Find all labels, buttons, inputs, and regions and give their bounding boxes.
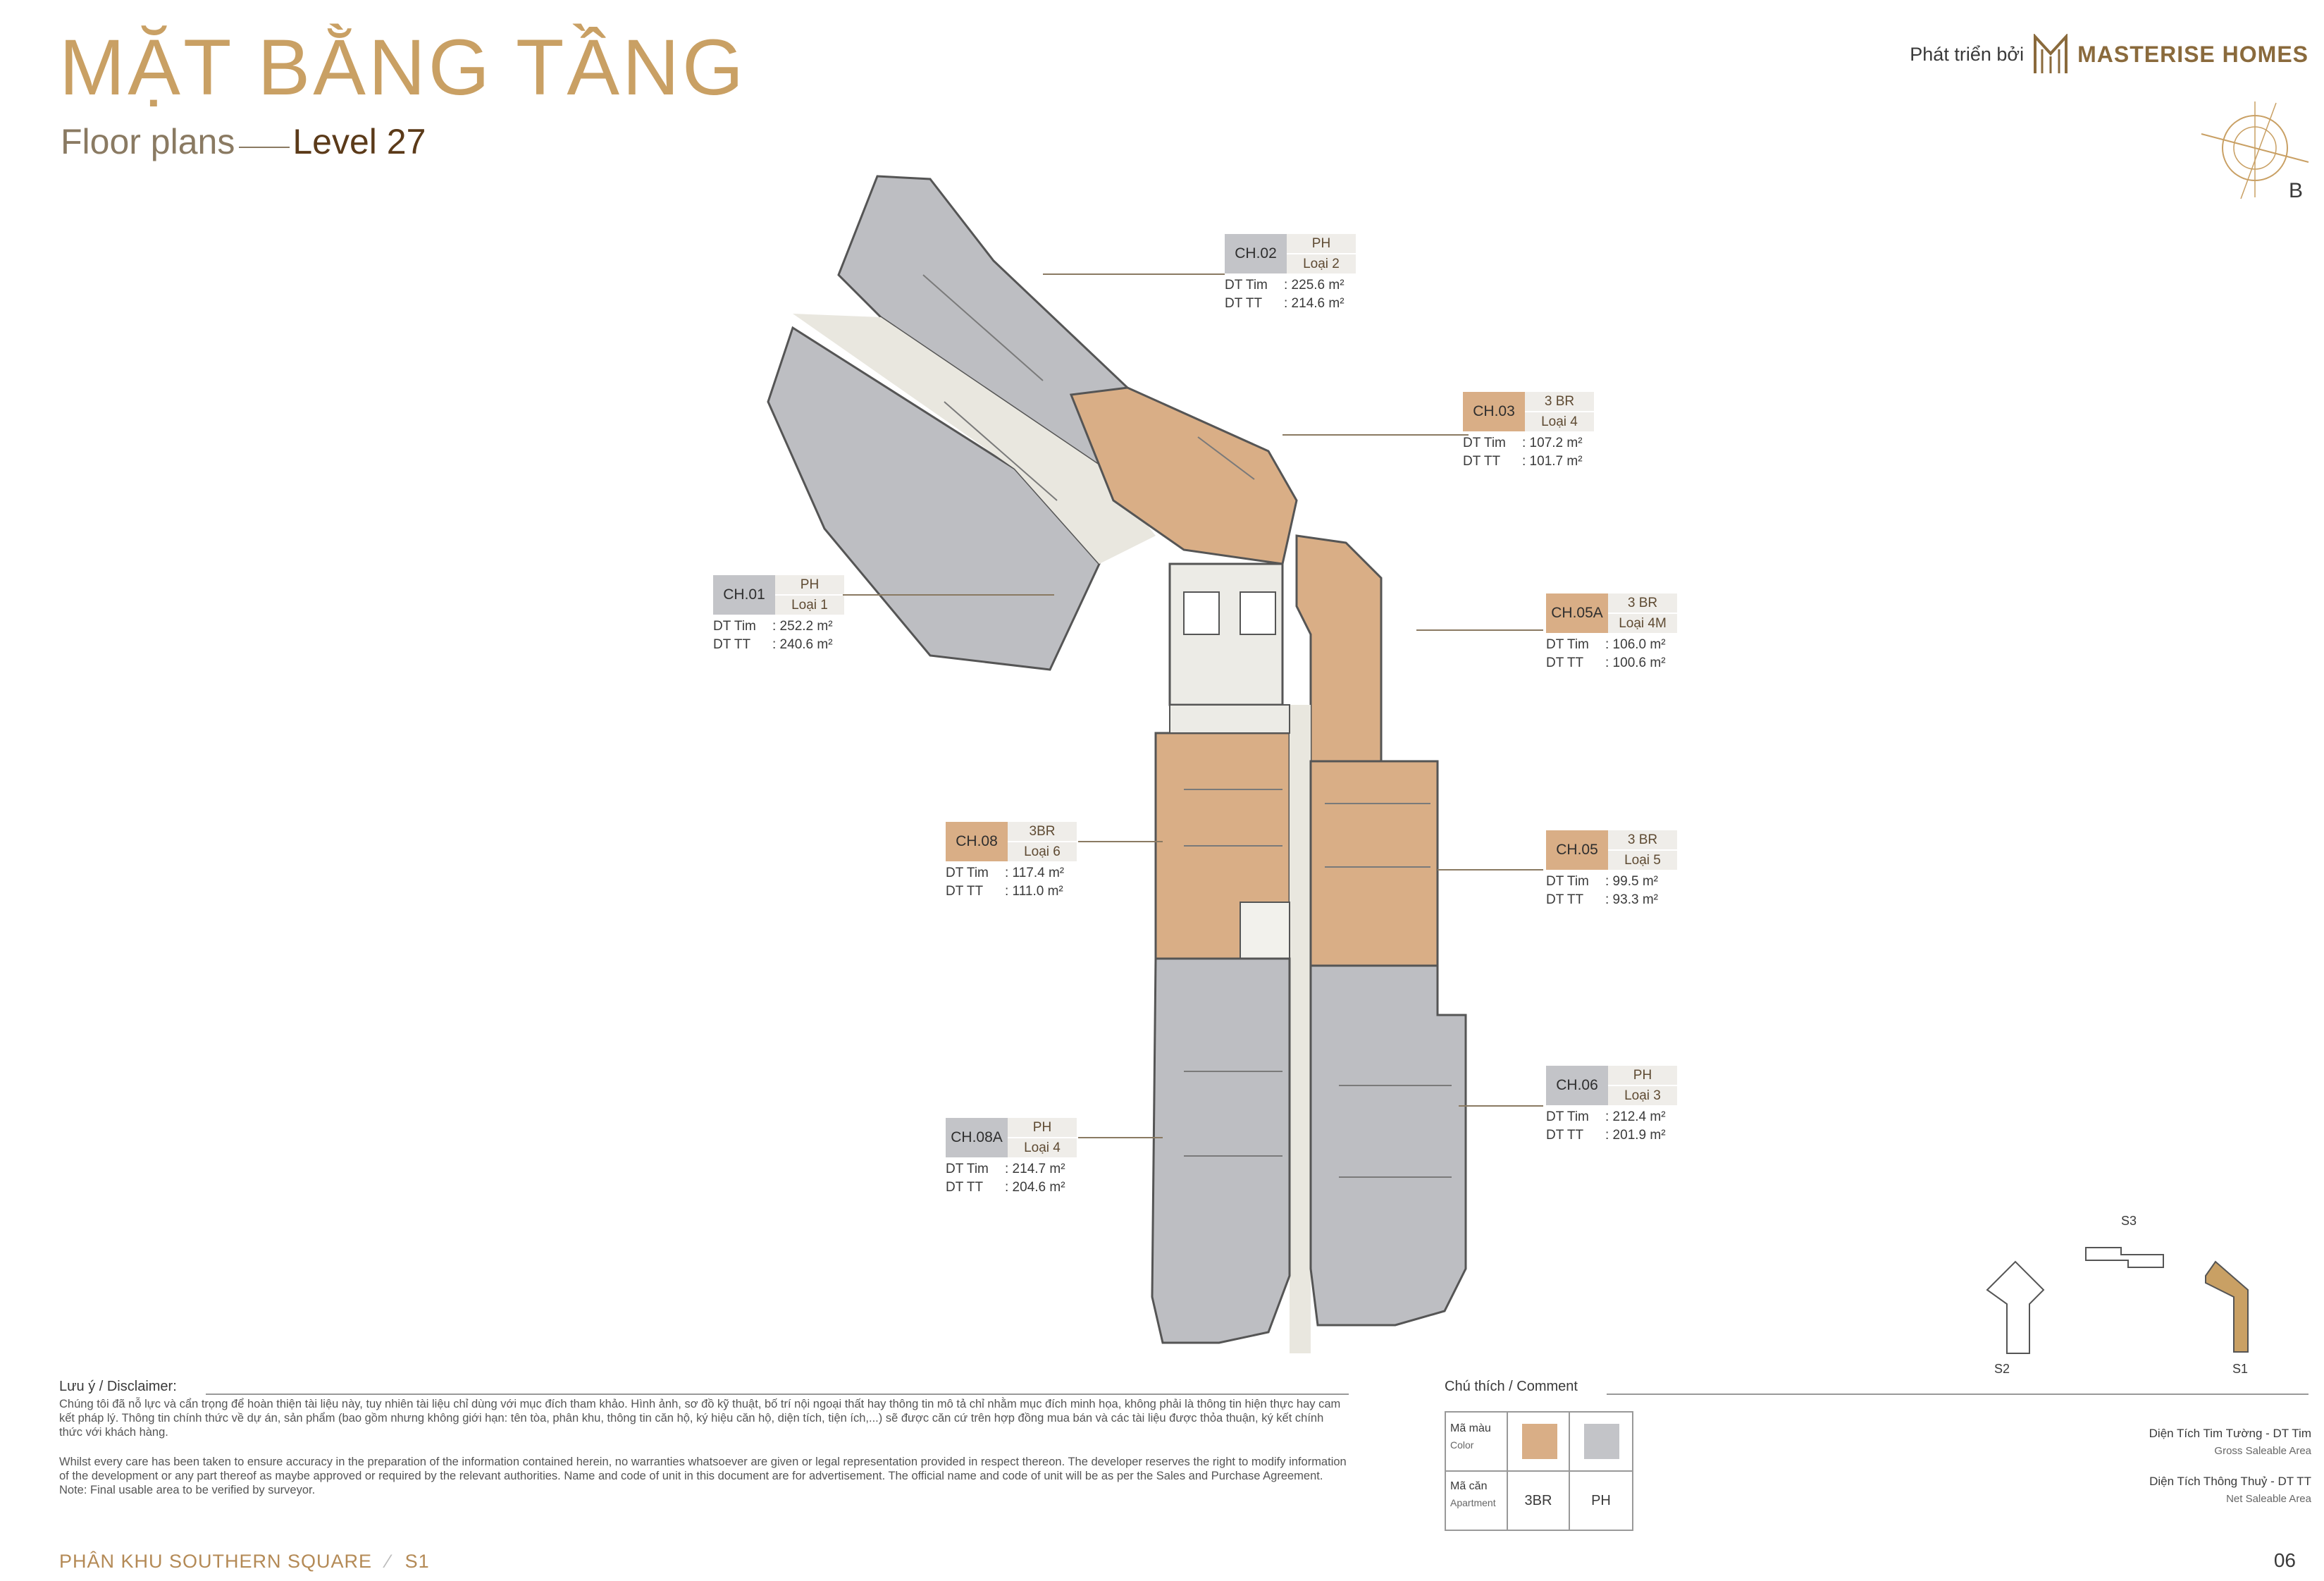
- unit-card-ch05: [1546, 830, 1677, 909]
- unit-ch05-plan: [1311, 761, 1438, 966]
- unit-type: PH: [775, 575, 844, 594]
- unit-code: CH.05: [1546, 830, 1608, 870]
- unit-code: CH.02: [1225, 234, 1287, 273]
- legend-code-label-en: Apartment: [1450, 1497, 1496, 1508]
- net-area-value: : 214.6 m²: [1284, 296, 1345, 311]
- unit-code: CH.03: [1463, 392, 1525, 431]
- unit-code: CH.05A: [1546, 593, 1608, 633]
- net-area-definition: [2044, 1475, 2311, 1505]
- unit-card-ch06: [1546, 1066, 1677, 1145]
- unit-type: PH: [1287, 234, 1356, 253]
- unit-card-ch05a: [1546, 593, 1677, 672]
- net-area-value: : 204.6 m²: [1005, 1180, 1065, 1195]
- unit-code: CH.08: [946, 822, 1008, 861]
- floor-plan: [761, 169, 1508, 1353]
- gross-area-value: : 106.0 m²: [1605, 637, 1666, 652]
- leader-ch02: [1043, 273, 1225, 275]
- unit-category: Loại 6: [1008, 842, 1077, 861]
- unit-ch08a-plan: [1152, 959, 1290, 1343]
- leader-ch05: [1438, 869, 1543, 871]
- footer-separator: ⁄: [386, 1551, 391, 1572]
- unit-type: 3 BR: [1525, 392, 1594, 411]
- gross-area-definition: [2044, 1427, 2311, 1457]
- gross-area-label: DT Tim: [1546, 874, 1589, 889]
- net-area-label: DT TT: [1463, 454, 1501, 469]
- net-area-label: DT TT: [1225, 296, 1263, 311]
- gross-area-value: : 225.6 m²: [1284, 278, 1345, 293]
- unit-type: PH: [1608, 1066, 1677, 1085]
- gross-area-value: : 252.2 m²: [772, 619, 833, 634]
- legend-code-cell: [1446, 1472, 1508, 1530]
- leader-ch03: [1282, 434, 1469, 436]
- legend-color-label-en: Color: [1450, 1439, 1474, 1451]
- keyplan-s3-shape: [2086, 1248, 2163, 1267]
- gross-area-label: DT Tim: [946, 1162, 989, 1176]
- unit-category: Loại 4: [1008, 1138, 1077, 1157]
- page-number: 06: [2273, 1549, 2296, 1571]
- keyplan-s2-label: S2: [1994, 1362, 2010, 1376]
- keyplan-s1-label: S1: [2232, 1362, 2249, 1376]
- unit-code: CH.01: [713, 575, 775, 615]
- developer-brand: [1910, 34, 2308, 75]
- disclaimer-en: Whilst every care has been taken to ensure accuracy in the preparation of the information contained herein, no warranties whatsoever are given or legal representation provided in respect thereon. The developer reserves the right to modify information of the development or any part thereof as maybe approved or required by the relevant authorities. Name and code of unit in this document are for advertisement. The official name and code of unit will be as per the Sales and Purchase Agreement. Note: Final usable area to be verified by surveyor.: [59, 1456, 1347, 1496]
- leader-ch05a: [1416, 629, 1543, 631]
- net-area-value: : 100.6 m²: [1605, 656, 1666, 670]
- unit-category: Loại 3: [1608, 1086, 1677, 1105]
- legend-divider: [1607, 1394, 2308, 1395]
- gross-area-label: DT Tim: [1546, 637, 1589, 652]
- gross-area-value: : 212.4 m²: [1605, 1109, 1666, 1124]
- net-area-label: DT TT: [1546, 656, 1584, 670]
- page-subtitle: [61, 121, 426, 162]
- net-def-label: Diện Tích Thông Thuỷ - DT TT: [2149, 1475, 2311, 1488]
- leader-ch08: [1078, 841, 1163, 842]
- unit-ch06-plan: [1311, 966, 1466, 1325]
- net-area-label: DT TT: [946, 1180, 984, 1195]
- gross-area-label: DT Tim: [713, 619, 756, 634]
- legend-table: [1445, 1411, 1633, 1531]
- page-title: MẶT BẰNG TẦNG: [59, 23, 747, 111]
- footer-zone: [59, 1551, 430, 1573]
- gross-area-label: DT Tim: [1463, 436, 1506, 450]
- unit-card-ch08: [946, 822, 1077, 901]
- subtitle-divider: [239, 147, 290, 148]
- gross-area-value: : 99.5 m²: [1605, 874, 1658, 889]
- disclaimer-divider: [206, 1394, 1349, 1395]
- gross-area-label: DT Tim: [1546, 1109, 1589, 1124]
- gross-area-value: : 214.7 m²: [1005, 1162, 1065, 1176]
- net-area-value: : 240.6 m²: [772, 637, 833, 652]
- level-label: Level 27: [292, 122, 426, 161]
- gross-area-label: DT Tim: [1225, 278, 1268, 293]
- legend-color-label: Mã màu: [1450, 1422, 1491, 1434]
- developed-by-label: Phát triển bởi: [1910, 43, 2025, 65]
- unit-type: 3 BR: [1608, 830, 1677, 849]
- leader-ch08a: [1078, 1137, 1163, 1138]
- net-area-value: : 201.9 m²: [1605, 1128, 1666, 1143]
- keyplan-s3-label: S3: [2121, 1214, 2137, 1228]
- legend-code-label: Mã căn: [1450, 1480, 1488, 1492]
- compass-label: B: [2289, 179, 2304, 202]
- keyplan-s2-shape: [1987, 1262, 2044, 1353]
- legend-code-3br: 3BR: [1508, 1472, 1570, 1530]
- gross-area-value: : 117.4 m²: [1005, 866, 1065, 880]
- leader-ch06: [1459, 1105, 1543, 1107]
- unit-type: 3 BR: [1608, 593, 1677, 613]
- unit-type: 3BR: [1008, 822, 1077, 841]
- net-area-label: DT TT: [1546, 1128, 1584, 1143]
- unit-card-ch03: [1463, 392, 1594, 471]
- gross-area-label: DT Tim: [946, 866, 989, 880]
- net-def-label-en: Net Saleable Area: [2226, 1493, 2311, 1505]
- legend-code-ph: PH: [1591, 1492, 1611, 1508]
- gross-area-value: : 107.2 m²: [1522, 436, 1583, 450]
- unit-card-ch08a: [946, 1118, 1077, 1197]
- unit-code: CH.06: [1546, 1066, 1608, 1105]
- disclaimer-heading: Lưu ý / Disclaimer:: [59, 1379, 177, 1394]
- unit-category: Loại 1: [775, 596, 844, 615]
- unit-category: Loại 4M: [1608, 614, 1677, 633]
- masterise-logo-icon: [2034, 34, 2068, 75]
- gross-def-label-en: Gross Saleable Area: [2214, 1445, 2311, 1457]
- corridor-central: [1290, 705, 1311, 1353]
- legend-heading: Chú thích / Comment: [1445, 1379, 1578, 1394]
- unit-card-ch02: [1225, 234, 1356, 313]
- net-area-value: : 93.3 m²: [1605, 892, 1658, 907]
- net-area-label: DT TT: [1546, 892, 1584, 907]
- unit-card-ch01: [713, 575, 844, 654]
- unit-category: Loại 4: [1525, 412, 1594, 431]
- brand-name: MASTERISE HOMES: [2077, 41, 2308, 67]
- unit-code: CH.08A: [946, 1118, 1008, 1157]
- legend-swatch-ph: [1584, 1424, 1619, 1459]
- legend-color-cell: [1446, 1413, 1508, 1472]
- key-plan: [1973, 1212, 2283, 1374]
- gross-def-label: Diện Tích Tim Tường - DT Tim: [2149, 1427, 2311, 1440]
- net-area-value: : 101.7 m²: [1522, 454, 1583, 469]
- leader-ch01: [843, 594, 1054, 596]
- net-area-value: : 111.0 m²: [1005, 884, 1063, 899]
- disclaimer-vi: Chúng tôi đã nỗ lực và cẩn trọng để hoàn thiện tài liệu này, tuy nhiên tài liệu chỉ dùng với mục đích tham khảo. Hình ảnh, sơ đồ kỹ thuật, bố trí nội ngoại thất hay thông tin mô tả chỉ nhằm mục đích minh họa, không phải là thông tin hiện thực hay cam kết pháp lý. Thông tin chính thức về dự án, sản phẩm (bao gồm nhưng không giới hạn: tên tòa, phân khu, thông tin căn hộ, ký hiệu căn hộ, diện tích, tiện ích,...) sẽ được căn cứ trên hợp đồng mua bán và các tài liệu được thỏa thuận, ký kết chính thức với khách hàng.: [59, 1398, 1341, 1439]
- net-area-label: DT TT: [713, 637, 751, 652]
- footer-zone-name: PHÂN KHU SOUTHERN SQUARE: [59, 1551, 373, 1572]
- unit-type: PH: [1008, 1118, 1077, 1137]
- subtitle-text: Floor plans: [61, 122, 235, 161]
- footer-block: S1: [404, 1551, 430, 1572]
- net-area-label: DT TT: [946, 884, 984, 899]
- unit-category: Loại 2: [1287, 254, 1356, 273]
- legend-swatch-3br: [1522, 1424, 1557, 1459]
- unit-category: Loại 5: [1608, 851, 1677, 870]
- keyplan-s1-shape: [2206, 1262, 2248, 1352]
